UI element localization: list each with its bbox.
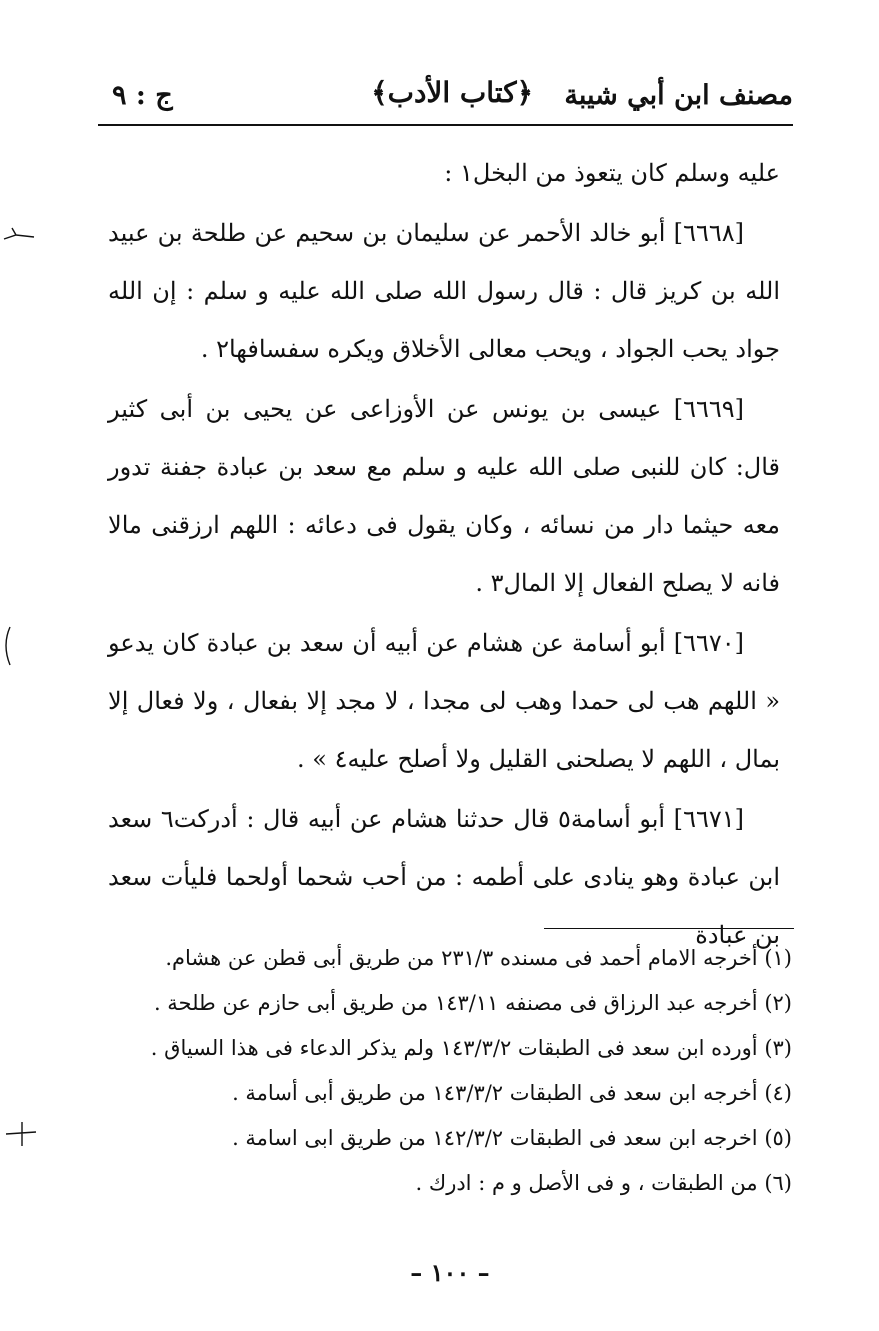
footnote-rule: [544, 928, 794, 929]
footnote-3: (٣) أورده ابن سعد فى الطبقات ١٤٣/٣/٢ ولم يذكر الدعاء فى هذا السياق .: [150, 1036, 792, 1060]
scan-mark-icon: [0, 625, 14, 669]
chapter-title: ﴿كتاب الأدب﴾: [371, 76, 533, 109]
volume-number: ج : ٩: [112, 80, 173, 111]
footnote-2: (٢) أخرجه عبد الرزاق فى مصنفه ١٤٣/١١ من طريق أبى حازم عن طلحة .: [153, 991, 792, 1015]
header-rule: [98, 124, 793, 126]
book-title: مصنف ابن أبي شيبة: [564, 80, 793, 111]
scan-mark-icon: [4, 1118, 38, 1148]
paragraph: عليه وسلم كان يتعوذ من البخل١ :: [444, 159, 780, 187]
page-number: – ١٠٠ –: [410, 1258, 490, 1287]
footnote-1: (١) أخرجه الامام أحمد فى مسنده ٢٣١/٣ من طريق أبى قطن عن هشام.: [165, 946, 792, 970]
hadith-6670: [٦٦٧٠] أبو أسامة عن هشام عن أبيه أن سعد بن عبادة كان يدعو « اللهم هب لى حمدا وهب لى مجدا ، لا مجد إلا بفعال ، ولا فعال إلا بمال ، اللهم لا يصلحنى القليل ولا أصلح عليه٤ » .: [108, 629, 780, 773]
hadith-6669: [٦٦٦٩] عيسى بن يونس عن الأوزاعى عن يحيى بن أبى كثير قال: كان للنبى صلى الله عليه و سلم مع سعد بن عبادة جفنة تدور معه حيثما دار من نسائه ، وكان يقول فى دعائه : اللهم ارزقنى مالا فانه لا يصلح الفعال إلا المال٣ .: [108, 395, 780, 597]
footnotes: [120, 936, 792, 1206]
footnote-5: (٥) اخرجه ابن سعد فى الطبقات ١٤٢/٣/٢ من طريق ابى اسامة .: [232, 1126, 792, 1150]
hadith-6671: [٦٦٧١] أبو أسامة٥ قال حدثنا هشام عن أبيه قال : أدركت٦ سعد ابن عبادة وهو ينادى على أطمه : من أحب شحما أولحما فليأت سعد بن عبادة: [108, 805, 780, 949]
main-text: [108, 144, 780, 966]
page-header: [98, 72, 793, 122]
hadith-6668: [٦٦٦٨] أبو خالد الأحمر عن سليمان بن سحيم عن طلحة بن عبيد الله بن كريز قال : قال رسول الله صلى الله عليه و سلم : إن الله جواد يحب الجواد ، ويحب معالى الأخلاق ويكره سفسافها٢ .: [108, 219, 780, 363]
footnote-6: (٦) من الطبقات ، و فى الأصل و م : ادرك .: [415, 1171, 792, 1195]
footnote-4: (٤) أخرجه ابن سعد فى الطبقات ١٤٣/٣/٢ من طريق أبى أسامة .: [232, 1081, 792, 1105]
scan-mark-icon: [2, 225, 36, 249]
